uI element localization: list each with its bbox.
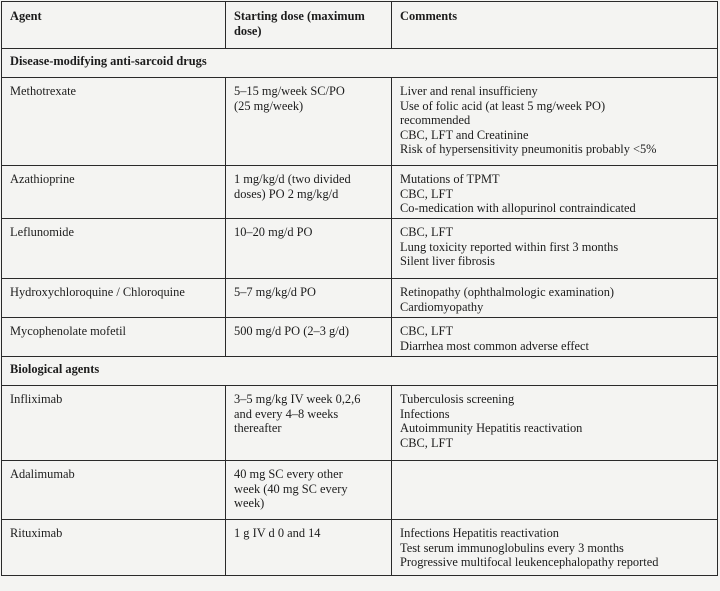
comment-line: Infections	[400, 406, 450, 421]
table-header	[2, 2, 718, 49]
header-dose-line: Starting dose	[234, 9, 304, 23]
agent-cell: Methotrexate	[2, 78, 226, 166]
agent-cell: Mycophenolate mofetil	[2, 318, 226, 357]
comments-cell	[392, 279, 718, 318]
table-row	[2, 318, 718, 357]
section-title: Biological agents	[2, 357, 718, 386]
comment-line: Lung toxicity reported within first 3 months	[400, 239, 619, 254]
header-dose	[226, 2, 392, 49]
dose-cell	[226, 78, 392, 166]
comment-line: recommended	[400, 113, 471, 128]
dose-cell	[226, 318, 392, 357]
section-row	[2, 357, 718, 386]
dose-line: 10–20 mg/d PO	[234, 225, 313, 239]
agent-cell: Azathioprine	[2, 166, 226, 219]
dose-line: 5–15 mg/week SC/PO	[234, 84, 345, 98]
dose-line: and every 4–8 weeks	[234, 406, 339, 421]
comments-cell	[392, 520, 718, 576]
comments-cell	[392, 386, 718, 461]
comment-line: Progressive multifocal leukencephalopathy reported	[400, 555, 659, 570]
agent-cell: Rituximab	[2, 520, 226, 576]
comment-line: Mutations of TPMT	[400, 172, 500, 186]
comment-line: Co-medication with allopurinol contraindicated	[400, 201, 636, 216]
header-dose-line: (maximum dose)	[234, 9, 365, 38]
comment-line: Risk of hypersensitivity pneumonitis probably <5%	[400, 142, 657, 157]
dose-line: thereafter	[234, 421, 282, 436]
comment-line: Cardiomyopathy	[400, 299, 484, 314]
comments-cell	[392, 78, 718, 166]
dose-line: 3–5 mg/kg IV week 0,2,6	[234, 392, 361, 406]
section-row	[2, 49, 718, 78]
table-row	[2, 279, 718, 318]
comments-cell	[392, 318, 718, 357]
agent-cell: Hydroxychloroquine / Chloroquine	[2, 279, 226, 318]
header-comments: Comments	[392, 2, 718, 49]
comment-line: Test serum immunoglobulins every 3 months	[400, 540, 624, 555]
table-row	[2, 78, 718, 166]
section-title: Disease-modifying anti-sarcoid drugs	[2, 49, 718, 78]
comments-cell	[392, 461, 718, 520]
comment-line: CBC, LFT and Creatinine	[400, 127, 529, 142]
comment-line: Liver and renal insufficieny	[400, 84, 538, 98]
header-agent: Agent	[2, 2, 226, 49]
table-row	[2, 386, 718, 461]
dose-line: week)	[234, 496, 265, 511]
comment-line: Autoimmunity Hepatitis reactivation	[400, 421, 583, 436]
comments-cell	[392, 219, 718, 279]
dose-line: 1 g IV d 0 and 14	[234, 526, 321, 540]
sarcoid-drugs-table	[1, 1, 718, 576]
agent-cell: Adalimumab	[2, 461, 226, 520]
dose-cell	[226, 279, 392, 318]
comment-line: CBC, LFT	[400, 324, 454, 338]
comment-line: CBC, LFT	[400, 186, 454, 201]
comment-line: Infections Hepatitis reactivation	[400, 526, 559, 540]
table-row	[2, 219, 718, 279]
dose-cell	[226, 386, 392, 461]
comment-line: Diarrhea most common adverse effect	[400, 338, 589, 353]
agent-cell: Infliximab	[2, 386, 226, 461]
comment-line: Tuberculosis screening	[400, 392, 515, 406]
dose-line: doses) PO 2 mg/kg/d	[234, 186, 339, 201]
table-body	[2, 49, 718, 576]
comments-cell	[392, 166, 718, 219]
table-row	[2, 166, 718, 219]
dose-line: 1 mg/kg/d (two divided	[234, 172, 351, 186]
dose-line: 5–7 mg/kg/d PO	[234, 285, 316, 299]
comment-line: Use of folic acid (at least 5 mg/week PO)	[400, 98, 606, 113]
agent-cell: Leflunomide	[2, 219, 226, 279]
dose-cell	[226, 520, 392, 576]
dose-cell	[226, 166, 392, 219]
dose-line: 40 mg SC every other	[234, 467, 343, 481]
comment-line: Silent liver fibrosis	[400, 254, 495, 269]
header-row	[2, 2, 718, 49]
comment-line: Retinopathy (ophthalmologic examination)	[400, 285, 615, 299]
dose-cell	[226, 219, 392, 279]
comment-line: CBC, LFT	[400, 225, 454, 239]
table-row	[2, 520, 718, 576]
dose-cell	[226, 461, 392, 520]
dose-line: 500 mg/d PO (2–3 g/d)	[234, 324, 349, 338]
comment-line: CBC, LFT	[400, 435, 454, 450]
dose-line: week (40 mg SC every	[234, 481, 348, 496]
dose-line: (25 mg/week)	[234, 98, 304, 113]
table-row	[2, 461, 718, 520]
